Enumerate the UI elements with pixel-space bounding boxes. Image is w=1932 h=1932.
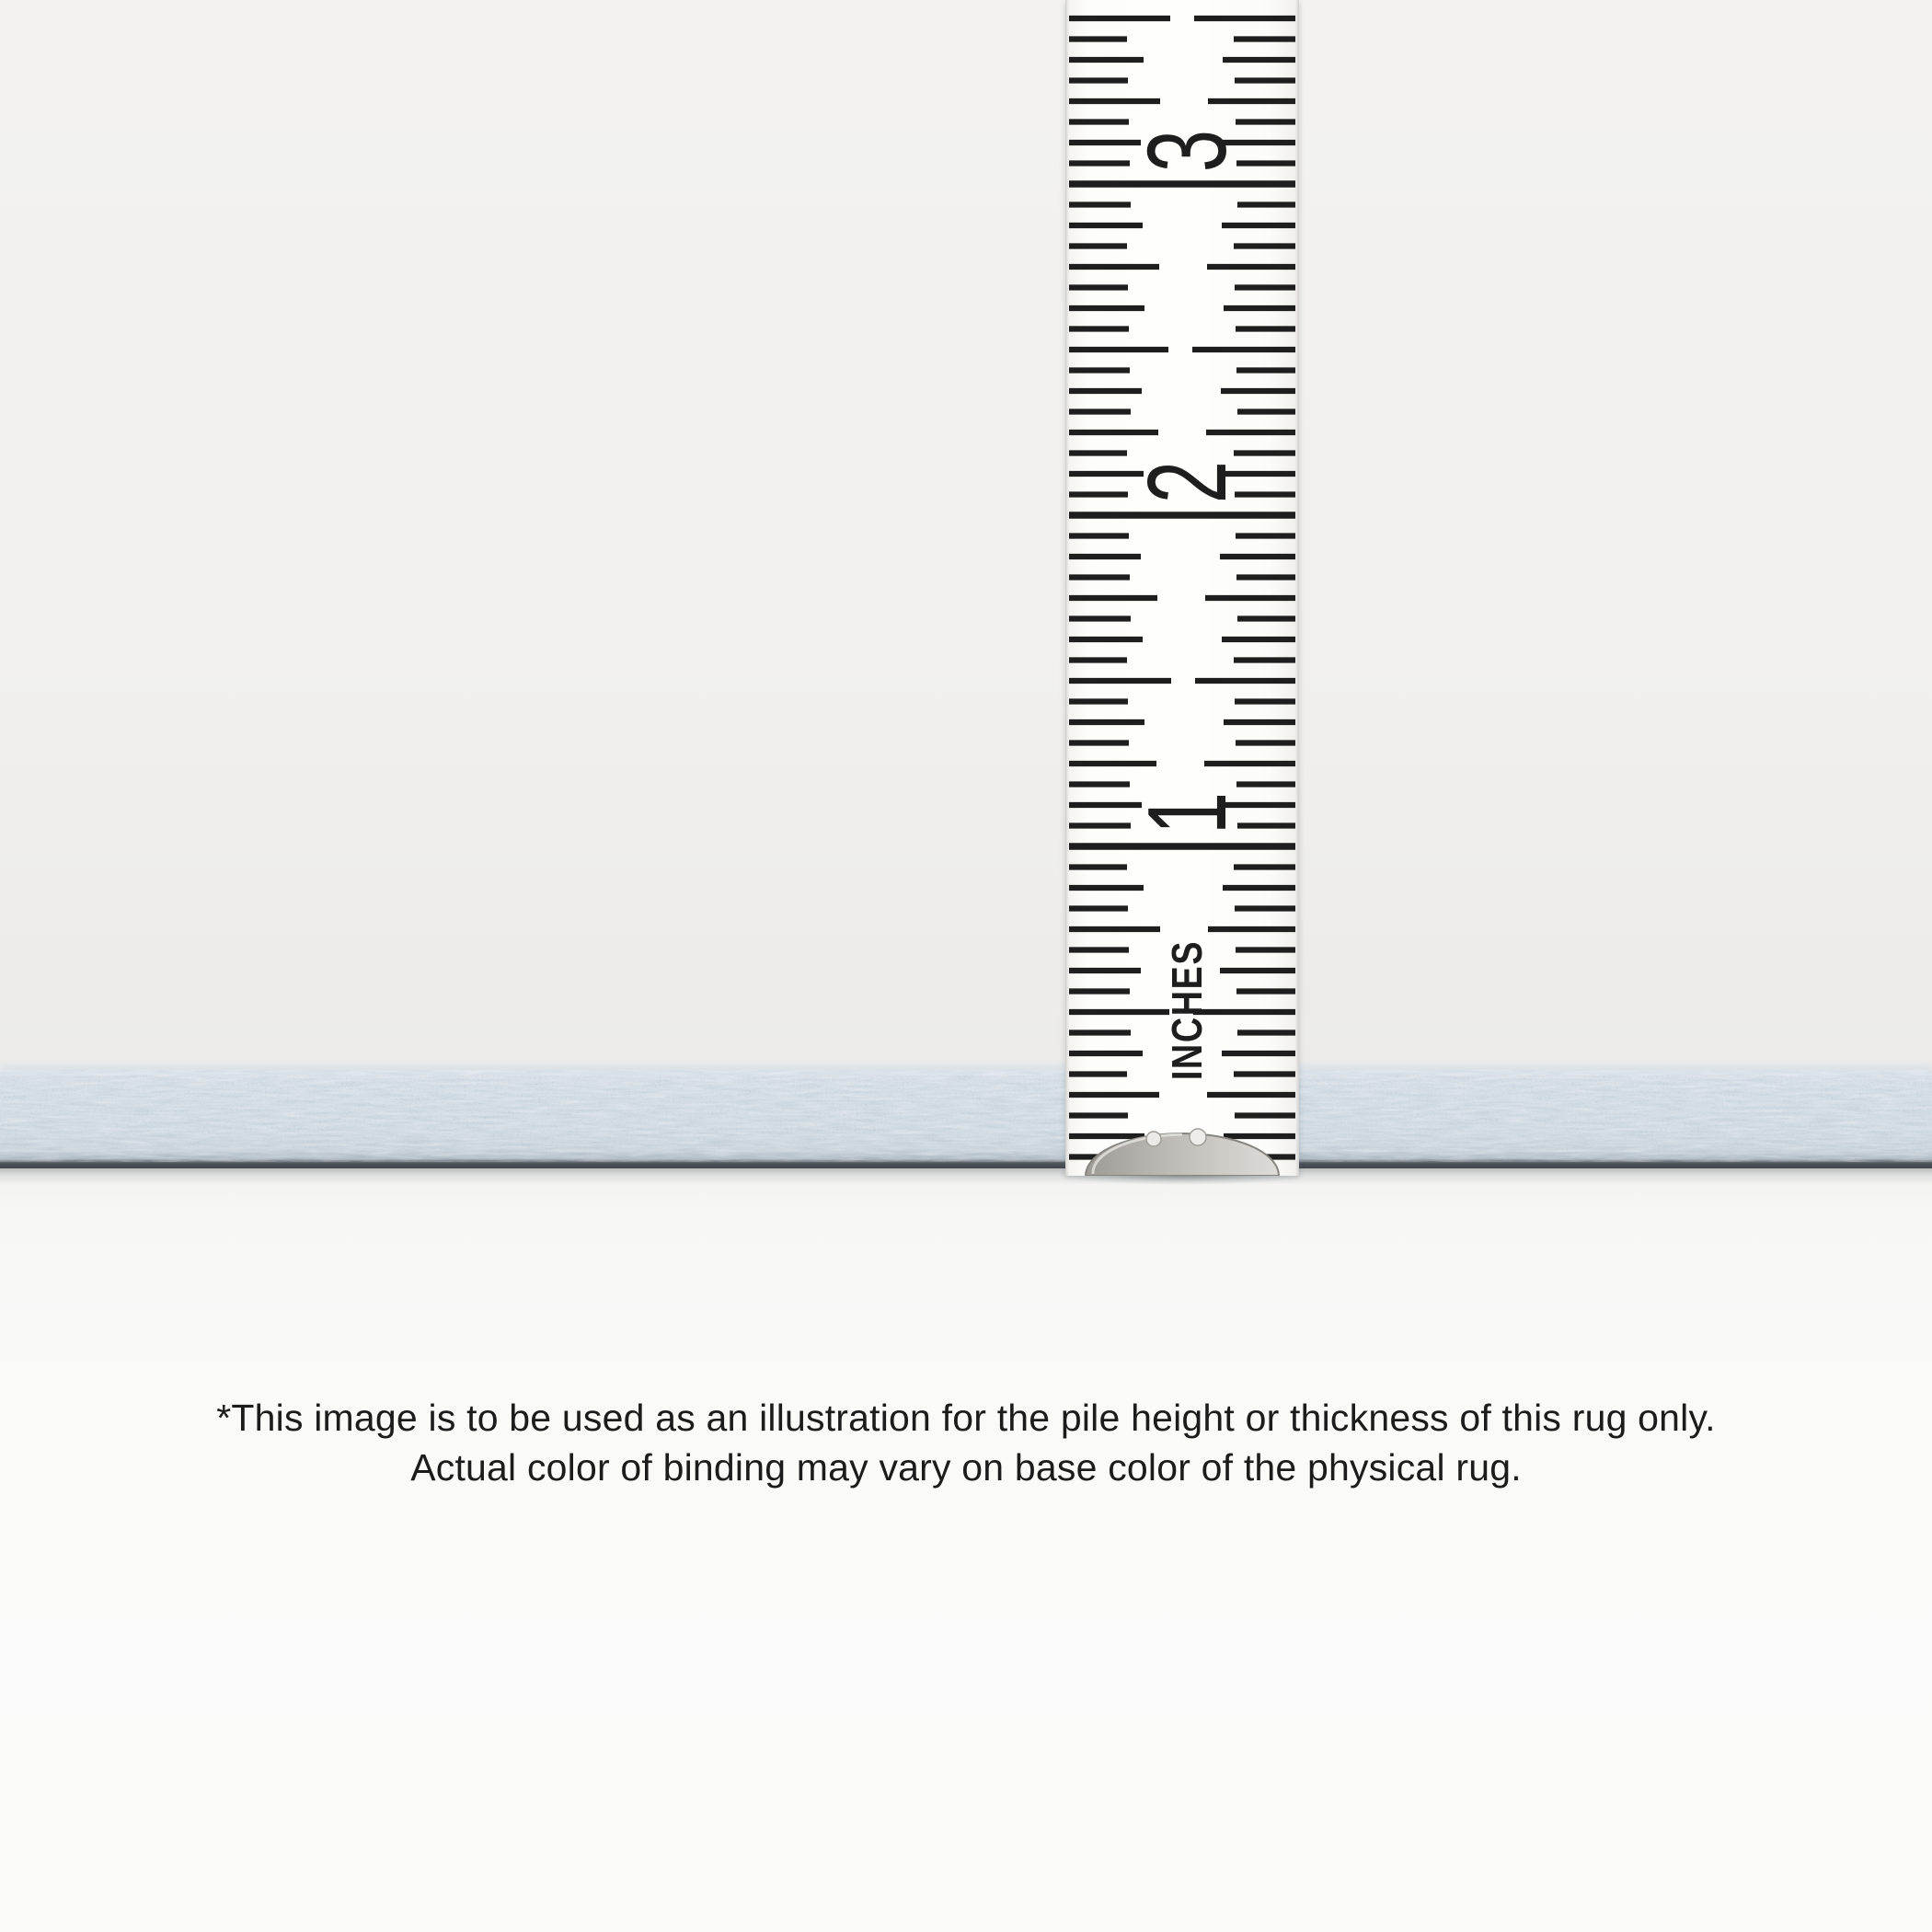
ruler-number-3: 3 bbox=[1124, 129, 1249, 173]
rug-texture bbox=[0, 1070, 1932, 1168]
ruler-number-2: 2 bbox=[1124, 460, 1249, 504]
ruler-unit-label: INCHES bbox=[1163, 939, 1211, 1081]
disclaimer-line-2: Actual color of binding may vary on base color of the physical rug. bbox=[410, 1446, 1522, 1489]
disclaimer-line-1: *This image is to be used as an illustration for the pile height or thickness of this rug only. bbox=[216, 1397, 1716, 1439]
disclaimer-caption bbox=[0, 1393, 1932, 1492]
ruler-number-1: 1 bbox=[1124, 791, 1249, 835]
rug-cast-shadow bbox=[0, 1168, 1932, 1185]
floor-surface bbox=[0, 1168, 1932, 1932]
rug-pile-strip bbox=[0, 1070, 1932, 1168]
ruler bbox=[1065, 0, 1299, 1176]
rivet bbox=[1146, 1132, 1161, 1146]
ruler-metal-tip bbox=[1065, 1128, 1299, 1176]
rivet bbox=[1190, 1129, 1206, 1145]
